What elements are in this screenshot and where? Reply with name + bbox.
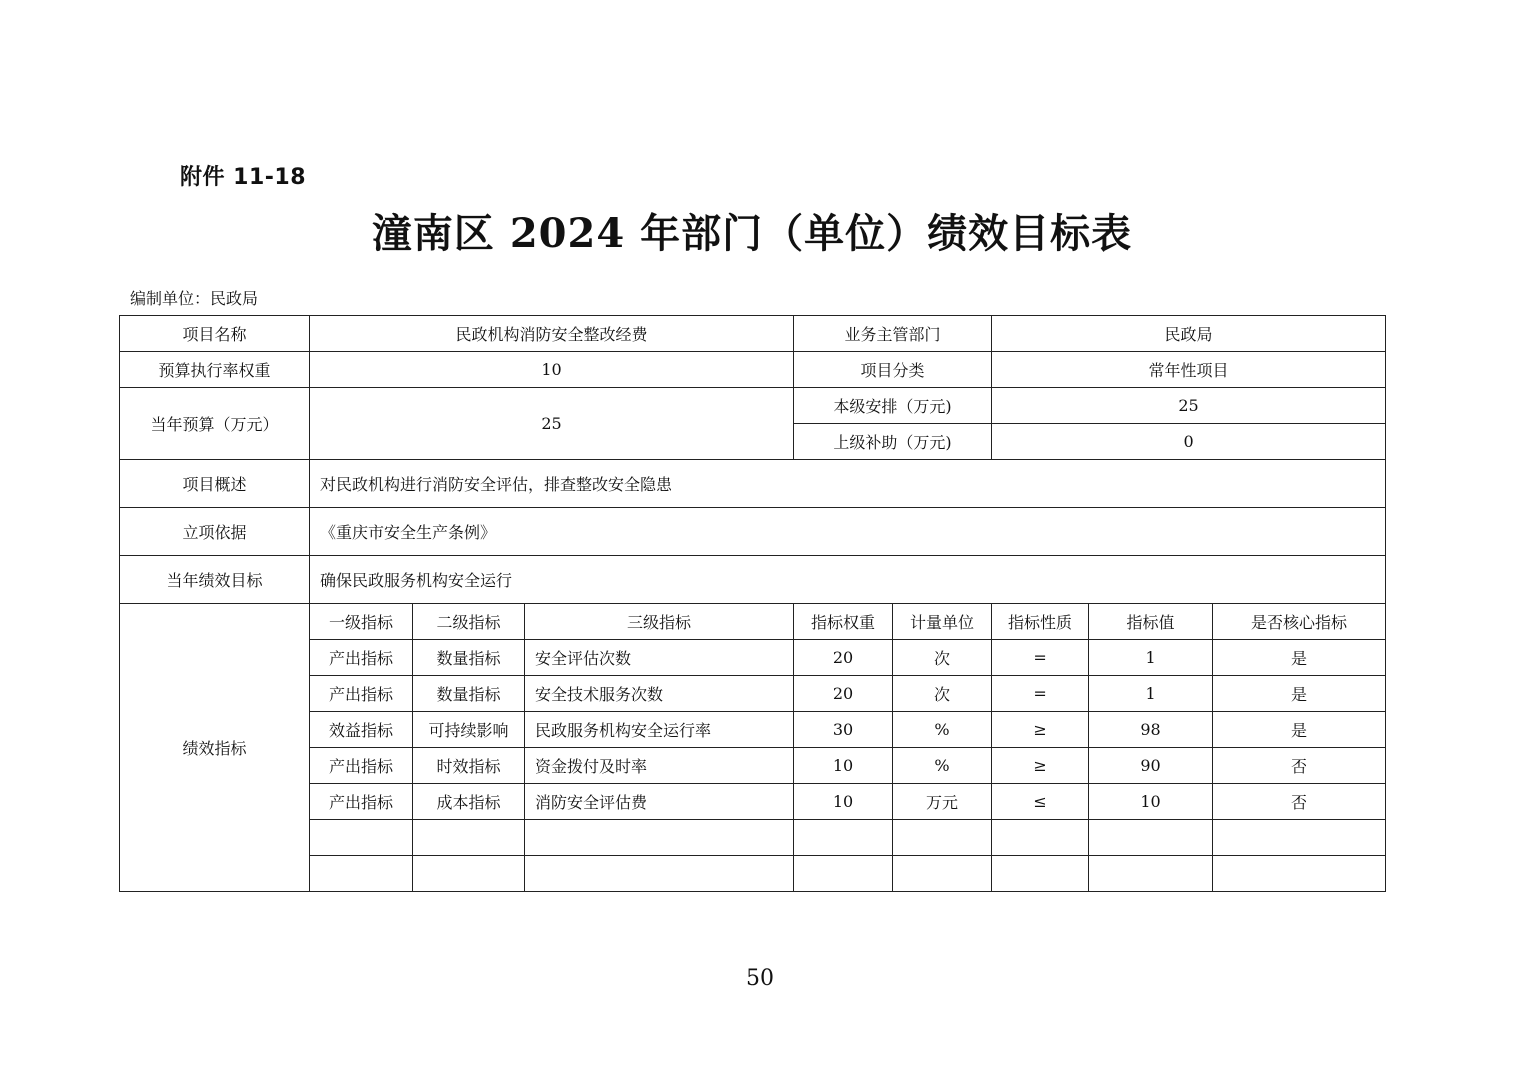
value-cell: [1089, 856, 1213, 892]
core-cell: 是: [1213, 640, 1386, 676]
level2-cell: [413, 856, 525, 892]
nature-cell: ≤: [992, 784, 1089, 820]
table-row-empty: [120, 856, 1386, 892]
budget-label: 当年预算（万元）: [120, 388, 310, 460]
value-cell: 90: [1089, 748, 1213, 784]
level2-cell: [413, 820, 525, 856]
value-cell: [1089, 820, 1213, 856]
unit-cell: [893, 820, 992, 856]
core-cell: 否: [1213, 784, 1386, 820]
core-cell: 否: [1213, 748, 1386, 784]
level3-cell: 消防安全评估费: [525, 784, 794, 820]
overview-label: 项目概述: [120, 460, 310, 508]
weight-cell: 30: [794, 712, 893, 748]
table-row: [120, 712, 1386, 748]
dept: 民政局: [992, 316, 1386, 352]
org-unit: 编制单位：民政局: [130, 289, 259, 308]
basis-label: 立项依据: [120, 508, 310, 556]
category-value: 常年性项目: [992, 352, 1386, 388]
header-level2: 二级指标: [413, 604, 525, 640]
weight-cell: 20: [794, 640, 893, 676]
level3-cell: 安全技术服务次数: [525, 676, 794, 712]
row-goal: [120, 556, 1386, 604]
core-cell: 是: [1213, 712, 1386, 748]
level3-cell: 安全评估次数: [525, 640, 794, 676]
weight-value: 10: [310, 352, 794, 388]
level1-cell: 产出指标: [310, 748, 413, 784]
local-value: 25: [992, 388, 1386, 424]
level3-cell: 民政服务机构安全运行率: [525, 712, 794, 748]
level1-cell: 产出指标: [310, 784, 413, 820]
project-name: 民政机构消防安全整改经费: [310, 316, 794, 352]
local-label: 本级安排（万元): [794, 388, 992, 424]
header-level1: 一级指标: [310, 604, 413, 640]
level3-cell: [525, 820, 794, 856]
level2-cell: 成本指标: [413, 784, 525, 820]
row-budget: [120, 388, 1386, 424]
basis-value: 《重庆市安全生产条例》: [310, 508, 1386, 556]
level1-cell: 产出指标: [310, 676, 413, 712]
nature-cell: ≥: [992, 748, 1089, 784]
unit-cell: 万元: [893, 784, 992, 820]
project-name-label: 项目名称: [120, 316, 310, 352]
value-cell: 1: [1089, 676, 1213, 712]
level3-cell: [525, 856, 794, 892]
unit-cell: %: [893, 712, 992, 748]
superior-value: 0: [992, 424, 1386, 460]
header-core: 是否核心指标: [1213, 604, 1386, 640]
header-level3: 三级指标: [525, 604, 794, 640]
level3-cell: 资金拨付及时率: [525, 748, 794, 784]
weight-label: 预算执行率权重: [120, 352, 310, 388]
unit-cell: 次: [893, 676, 992, 712]
value-cell: 1: [1089, 640, 1213, 676]
level1-cell: 产出指标: [310, 640, 413, 676]
level2-cell: 时效指标: [413, 748, 525, 784]
performance-table: [119, 315, 1386, 892]
weight-cell: 10: [794, 748, 893, 784]
level1-cell: [310, 820, 413, 856]
unit-cell: %: [893, 748, 992, 784]
page-number: 50: [746, 966, 774, 991]
indicator-section-label: 绩效指标: [120, 604, 310, 892]
header-unit: 计量单位: [893, 604, 992, 640]
overview-value: 对民政机构进行消防安全评估，排查整改安全隐患: [310, 460, 1386, 508]
core-cell: [1213, 820, 1386, 856]
goal-label: 当年绩效目标: [120, 556, 310, 604]
level1-cell: [310, 856, 413, 892]
nature-cell: [992, 856, 1089, 892]
level1-cell: 效益指标: [310, 712, 413, 748]
table-row: [120, 784, 1386, 820]
indicator-header-row: [120, 604, 1386, 640]
level2-cell: 数量指标: [413, 676, 525, 712]
core-cell: [1213, 856, 1386, 892]
level2-cell: 可持续影响: [413, 712, 525, 748]
weight-cell: 10: [794, 784, 893, 820]
unit-cell: [893, 856, 992, 892]
goal-value: 确保民政服务机构安全运行: [310, 556, 1386, 604]
unit-cell: 次: [893, 640, 992, 676]
attachment-label: 附件 11-18: [180, 165, 307, 190]
nature-cell: =: [992, 640, 1089, 676]
superior-label: 上级补助（万元): [794, 424, 992, 460]
category-label: 项目分类: [794, 352, 992, 388]
row-project-name: [120, 316, 1386, 352]
nature-cell: =: [992, 676, 1089, 712]
core-cell: 是: [1213, 676, 1386, 712]
table-row: [120, 640, 1386, 676]
table-row: [120, 676, 1386, 712]
nature-cell: [992, 820, 1089, 856]
row-weight: [120, 352, 1386, 388]
dept-label: 业务主管部门: [794, 316, 992, 352]
table-row: [120, 748, 1386, 784]
nature-cell: ≥: [992, 712, 1089, 748]
weight-cell: 20: [794, 676, 893, 712]
value-cell: 98: [1089, 712, 1213, 748]
budget-value: 25: [310, 388, 794, 460]
value-cell: 10: [1089, 784, 1213, 820]
weight-cell: [794, 856, 893, 892]
row-basis: [120, 508, 1386, 556]
level2-cell: 数量指标: [413, 640, 525, 676]
table-row-empty: [120, 820, 1386, 856]
header-weight: 指标权重: [794, 604, 893, 640]
row-overview: [120, 460, 1386, 508]
header-value: 指标值: [1089, 604, 1213, 640]
header-nature: 指标性质: [992, 604, 1089, 640]
page-title: 潼南区 2024 年部门（单位）绩效目标表: [371, 210, 1133, 257]
weight-cell: [794, 820, 893, 856]
